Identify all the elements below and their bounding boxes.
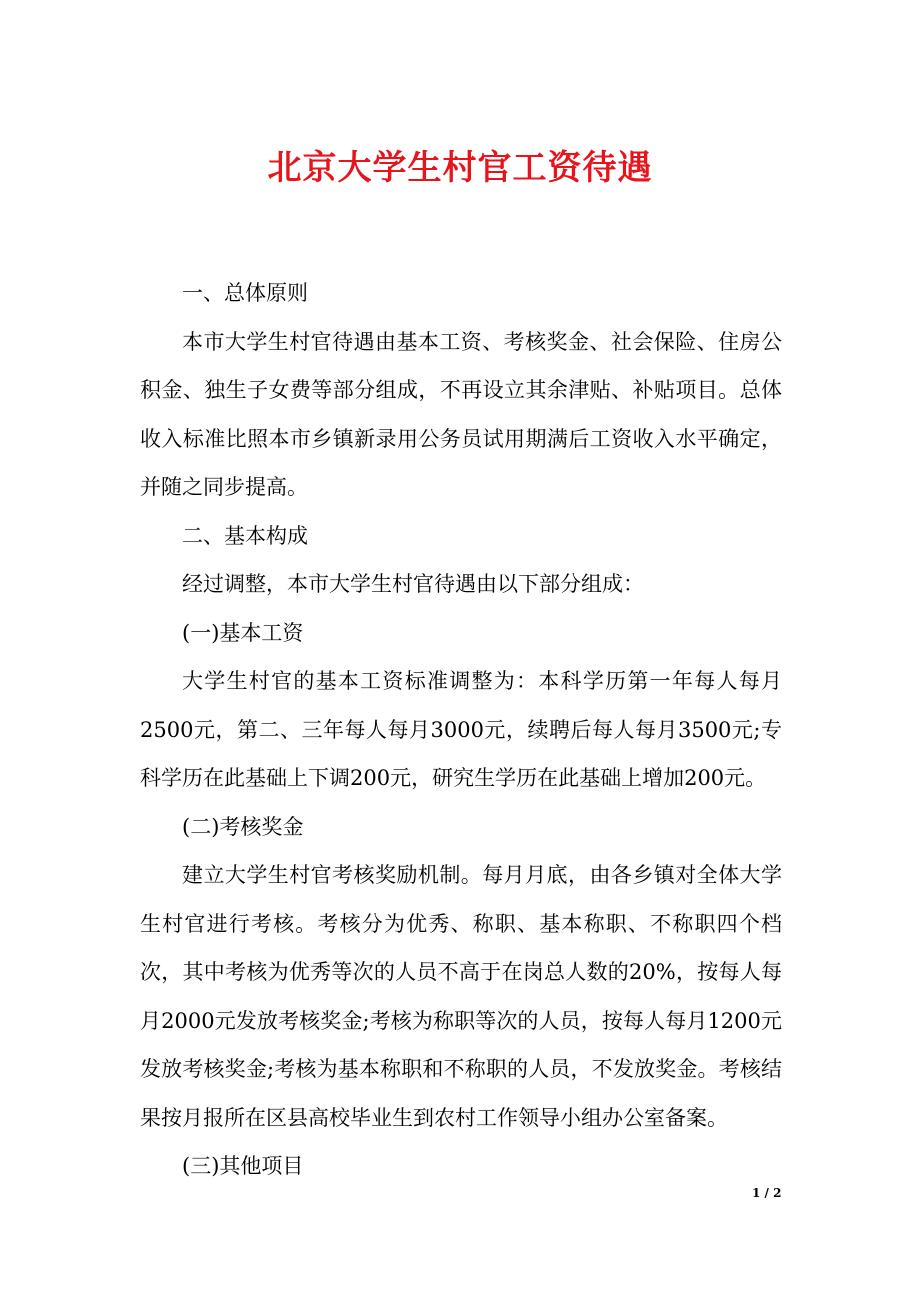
subsection-heading: (二)考核奖金 bbox=[182, 814, 304, 839]
paragraph: 经过调整，本市大学生村官待遇由以下部分组成： bbox=[182, 572, 644, 596]
paragraph: 建立大学生村官考核奖励机制。每月月底，由各乡镇对全体大学生村官进行考核。考核分为优秀、称职、基本称职、不称职四个档次，其中考核为优秀等次的人员不高于在岗总人数的20%，按每人每月2000元发放考核奖金;考核为称职等次的人员，按每人每月1200元发放考核奖金;考核为基本称职和不称职的人员，不发放奖金。考核结果按月报所在区县高校毕业生到农村工作领导小组办公室备案。 bbox=[140, 863, 782, 1130]
paragraph: 本市大学生村官待遇由基本工资、考核奖金、社会保险、住房公积金、独生子女费等部分组成，不再设立其余津贴、补贴项目。总体收入标准比照本市乡镇新录用公务员试用期满后工资收入水平确定，并随之同步提高。 bbox=[140, 329, 782, 499]
page-number: 1 / 2 bbox=[752, 1186, 782, 1200]
section-heading: 二、基本构成 bbox=[182, 523, 308, 548]
subsection-heading: (三)其他项目 bbox=[182, 1154, 304, 1178]
section-heading: 一、总体原则 bbox=[182, 281, 308, 305]
subsection-heading: (一)基本工资 bbox=[182, 620, 304, 645]
document-title: 北京大学生村官工资待遇 bbox=[267, 148, 653, 188]
paragraph: 大学生村官的基本工资标准调整为：本科学历第一年每人每月2500元，第二、三年每人每月3000元，续聘后每人每月3500元;专科学历在此基础上下调200元，研究生学历在此基础上增加200元。 bbox=[140, 669, 782, 790]
document-body bbox=[140, 269, 782, 1191]
